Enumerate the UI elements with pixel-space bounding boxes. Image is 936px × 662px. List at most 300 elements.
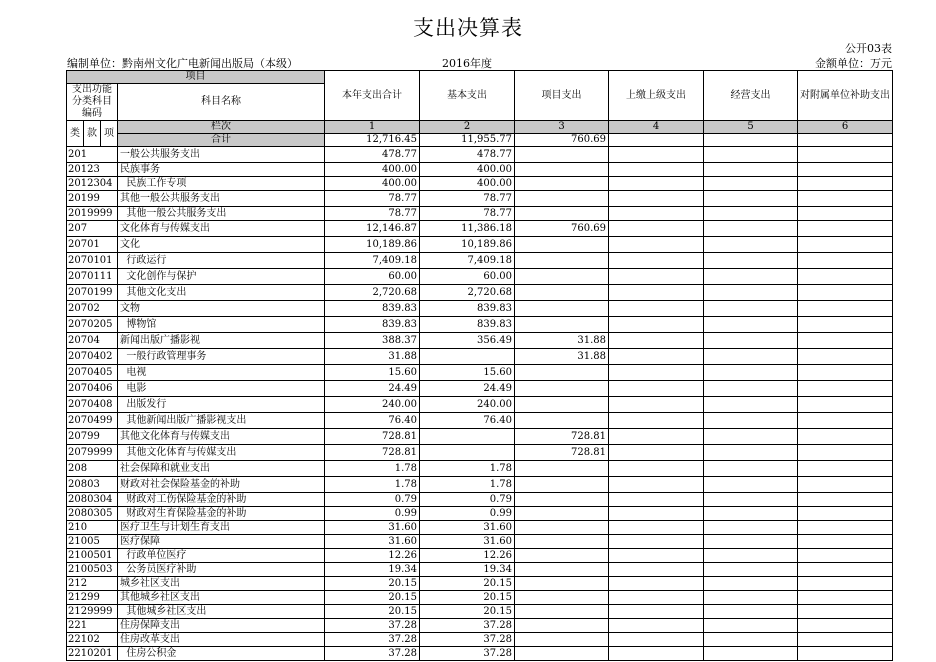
row-project [515,301,609,317]
row-subject-name: 出版发行 [118,397,325,413]
row-subject-name: 其他文化体育与传媒支出 [118,429,325,445]
row-project [515,577,609,591]
row-business [704,207,798,221]
row-total: 728.81 [325,445,420,461]
total-label: 合计 [118,134,325,147]
row-subsidy [798,237,893,253]
row-code: 208 [67,461,118,477]
row-total: 240.00 [325,397,420,413]
row-basic: 478.77 [420,147,515,163]
table-row [67,207,893,221]
row-basic [420,429,515,445]
row-code: 2129999 [67,605,118,619]
row-total: 400.00 [325,177,420,191]
row-subject-name: 住房改革支出 [118,633,325,647]
row-project [515,619,609,633]
row-code: 2100503 [67,563,118,577]
row-basic: 76.40 [420,413,515,429]
row-subject-name: 行政运行 [118,253,325,269]
row-code: 2070408 [67,397,118,413]
row-basic: 37.28 [420,619,515,633]
row-subsidy [798,429,893,445]
row-basic: 7,409.18 [420,253,515,269]
row-total: 15.60 [325,365,420,381]
row-project [515,381,609,397]
row-basic [420,349,515,365]
row-basic: 0.79 [420,493,515,507]
row-basic: 356.49 [420,333,515,349]
row-total: 839.83 [325,317,420,333]
row-upper [609,535,704,549]
row-subject-name: 其他城乡社区支出 [118,605,325,619]
header-col5: 经营支出 [704,71,798,121]
table-row [67,269,893,285]
expenditure-table [66,70,893,661]
row-subject-name: 财政对工伤保险基金的补助 [118,493,325,507]
row-subject-name: 住房保障支出 [118,619,325,633]
row-upper [609,349,704,365]
row-subject-name: 城乡社区支出 [118,577,325,591]
row-subject-name: 文化创作与保护 [118,269,325,285]
row-subject-name: 其他城乡社区支出 [118,591,325,605]
row-total: 76.40 [325,413,420,429]
row-code: 2070402 [67,349,118,365]
header-xiang: 项 [101,121,118,147]
row-basic: 37.28 [420,647,515,661]
row-subject-name: 博物馆 [118,317,325,333]
row-subject-name: 社会保障和就业支出 [118,461,325,477]
row-business [704,445,798,461]
row-subject-name: 医疗卫生与计划生育支出 [118,521,325,535]
row-subsidy [798,445,893,461]
row-code: 2080304 [67,493,118,507]
row-project [515,591,609,605]
row-business [704,535,798,549]
row-subject-name: 一般公共服务支出 [118,147,325,163]
row-code: 21299 [67,591,118,605]
row-project [515,535,609,549]
row-subject-name: 文化体育与传媒支出 [118,221,325,237]
row-subsidy [798,413,893,429]
row-upper [609,237,704,253]
row-upper [609,619,704,633]
row-total: 78.77 [325,191,420,207]
row-basic: 2,720.68 [420,285,515,301]
row-business [704,605,798,619]
row-project [515,605,609,619]
row-project [515,147,609,163]
row-basic: 20.15 [420,591,515,605]
table-row [67,445,893,461]
row-business [704,507,798,521]
row-basic: 20.15 [420,605,515,619]
row-total: 388.37 [325,333,420,349]
row-subject-name: 其他一般公共服务支出 [118,191,325,207]
table-row [67,147,893,163]
row-business [704,413,798,429]
row-upper [609,549,704,563]
row-project [515,477,609,493]
row-subject-name: 其他文化支出 [118,285,325,301]
row-total: 19.34 [325,563,420,577]
row-upper [609,605,704,619]
row-subsidy [798,397,893,413]
row-business [704,191,798,207]
row-total: 31.88 [325,349,420,365]
unit-label: 编制单位：黔南州文化广电新闻出版局（本级） [67,57,298,70]
table-row [67,163,893,177]
table-row [67,221,893,237]
row-total: 0.79 [325,493,420,507]
row-project [515,191,609,207]
row-code: 20704 [67,333,118,349]
row-basic: 12.26 [420,549,515,563]
row-project: 31.88 [515,349,609,365]
row-business [704,317,798,333]
header-xiangmu: 项目 [67,71,325,84]
row-project [515,397,609,413]
row-subsidy [798,521,893,535]
col-num-5: 5 [704,121,798,134]
row-business [704,365,798,381]
row-project [515,647,609,661]
row-total: 839.83 [325,301,420,317]
row-total: 1.78 [325,477,420,493]
row-subsidy [798,301,893,317]
table-row [67,237,893,253]
page-title: 支出决算表 [413,16,523,40]
row-project [515,633,609,647]
row-business [704,147,798,163]
row-upper [609,397,704,413]
row-subject-name: 新闻出版广播影视 [118,333,325,349]
row-code: 2070101 [67,253,118,269]
table-row [67,349,893,365]
row-subsidy [798,381,893,397]
table-row [67,477,893,493]
total-upper [609,134,704,147]
row-subsidy [798,365,893,381]
row-code: 20123 [67,163,118,177]
row-code: 221 [67,619,118,633]
table-row [67,301,893,317]
row-subsidy [798,563,893,577]
table-row [67,365,893,381]
row-code: 20199 [67,191,118,207]
row-basic: 24.49 [420,381,515,397]
row-basic [420,445,515,461]
table-row [67,605,893,619]
row-project [515,507,609,521]
row-project [515,285,609,301]
row-subsidy [798,633,893,647]
row-upper [609,191,704,207]
row-project [515,269,609,285]
row-basic: 10,189.86 [420,237,515,253]
row-subsidy [798,477,893,493]
row-subject-name: 文化 [118,237,325,253]
table-row [67,253,893,269]
table-row [67,397,893,413]
table-row [67,535,893,549]
row-subsidy [798,507,893,521]
row-total: 20.15 [325,577,420,591]
row-upper [609,445,704,461]
table-row [67,493,893,507]
row-code: 2070499 [67,413,118,429]
table-row [67,285,893,301]
row-total: 0.99 [325,507,420,521]
row-project: 31.88 [515,333,609,349]
row-code: 2100501 [67,549,118,563]
row-project [515,317,609,333]
row-subject-name: 民族事务 [118,163,325,177]
table-row [67,549,893,563]
row-subsidy [798,163,893,177]
row-subject-name: 电视 [118,365,325,381]
row-code: 20701 [67,237,118,253]
row-subsidy [798,605,893,619]
row-subject-name: 电影 [118,381,325,397]
row-subsidy [798,191,893,207]
row-code: 2070405 [67,365,118,381]
row-subsidy [798,207,893,221]
row-upper [609,591,704,605]
row-subsidy [798,647,893,661]
row-subsidy [798,147,893,163]
year-label: 2016年度 [442,57,492,70]
row-basic: 0.99 [420,507,515,521]
row-business [704,253,798,269]
row-upper [609,429,704,445]
row-basic: 15.60 [420,365,515,381]
row-upper [609,333,704,349]
row-basic: 19.34 [420,563,515,577]
row-upper [609,563,704,577]
table-row [67,647,893,661]
header-col4: 上缴上级支出 [609,71,704,121]
row-basic: 400.00 [420,163,515,177]
row-total: 37.28 [325,647,420,661]
row-basic: 78.77 [420,207,515,221]
row-subject-name: 其他一般公共服务支出 [118,207,325,221]
row-subject-name: 民族工作专项 [118,177,325,191]
table-row [67,577,893,591]
row-upper [609,285,704,301]
row-basic: 78.77 [420,191,515,207]
row-subsidy [798,461,893,477]
row-business [704,521,798,535]
row-business [704,493,798,507]
table-row [67,317,893,333]
row-subject-name: 其他新闻出版广播影视支出 [118,413,325,429]
row-basic: 240.00 [420,397,515,413]
row-subject-name: 医疗保障 [118,535,325,549]
row-upper [609,365,704,381]
row-project [515,413,609,429]
header-subject-name: 科目名称 [118,84,325,121]
row-subject-name: 文物 [118,301,325,317]
col-num-3: 3 [515,121,609,134]
row-upper [609,507,704,521]
row-code: 22102 [67,633,118,647]
row-total: 12.26 [325,549,420,563]
row-upper [609,221,704,237]
row-project [515,493,609,507]
table-row [67,333,893,349]
table-row [67,429,893,445]
row-upper [609,253,704,269]
table-row [67,191,893,207]
row-business [704,577,798,591]
row-business [704,591,798,605]
row-business [704,549,798,563]
row-upper [609,647,704,661]
row-upper [609,207,704,221]
table-row [67,381,893,397]
row-project: 728.81 [515,445,609,461]
row-upper [609,301,704,317]
header-col3: 项目支出 [515,71,609,121]
row-basic: 1.78 [420,461,515,477]
row-business [704,285,798,301]
table-row [67,633,893,647]
row-code: 20702 [67,301,118,317]
row-upper [609,477,704,493]
form-code: 公开03表 [845,42,892,55]
table-row [67,619,893,633]
row-total: 20.15 [325,605,420,619]
row-subject-name: 公务员医疗补助 [118,563,325,577]
total-subsidy [798,134,893,147]
row-code: 212 [67,577,118,591]
row-subject-name: 财政对生育保险基金的补助 [118,507,325,521]
row-total: 2,720.68 [325,285,420,301]
header-col6: 对附属单位补助支出 [798,71,893,121]
header-lei: 类 [67,121,84,147]
row-business [704,333,798,349]
row-total: 728.81 [325,429,420,445]
row-upper [609,633,704,647]
row-total: 1.78 [325,461,420,477]
row-subject-name: 其他文化体育与传媒支出 [118,445,325,461]
row-code: 210 [67,521,118,535]
row-upper [609,381,704,397]
row-project [515,163,609,177]
row-project: 760.69 [515,221,609,237]
header-col1: 本年支出合计 [325,71,420,121]
row-subject-name: 一般行政管理事务 [118,349,325,365]
row-code: 2210201 [67,647,118,661]
row-upper [609,163,704,177]
row-code: 2080305 [67,507,118,521]
row-code: 20799 [67,429,118,445]
row-code: 2012304 [67,177,118,191]
row-total: 78.77 [325,207,420,221]
row-project [515,563,609,577]
total-project: 760.69 [515,134,609,147]
row-total: 478.77 [325,147,420,163]
row-subsidy [798,349,893,365]
col-num-2: 2 [420,121,515,134]
row-basic: 37.28 [420,633,515,647]
row-project [515,365,609,381]
row-upper [609,577,704,591]
row-code: 2070199 [67,285,118,301]
row-code: 2070111 [67,269,118,285]
table-row [67,591,893,605]
col-num-6: 6 [798,121,893,134]
row-basic: 839.83 [420,317,515,333]
table-row [67,563,893,577]
row-total: 31.60 [325,535,420,549]
total-business [704,134,798,147]
row-business [704,563,798,577]
row-subsidy [798,493,893,507]
row-project [515,549,609,563]
row-subsidy [798,591,893,605]
row-subsidy [798,221,893,237]
row-project: 728.81 [515,429,609,445]
row-business [704,381,798,397]
row-subject-name: 财政对社会保险基金的补助 [118,477,325,493]
table-row [67,177,893,191]
row-subsidy [798,577,893,591]
total-sum: 12,716.45 [325,134,420,147]
row-upper [609,317,704,333]
header-func-class: 支出功能分类科目编码 [67,84,118,121]
row-total: 60.00 [325,269,420,285]
table-row [67,521,893,535]
row-subsidy [798,535,893,549]
row-basic: 20.15 [420,577,515,591]
col-num-4: 4 [609,121,704,134]
row-subsidy [798,269,893,285]
row-subsidy [798,317,893,333]
row-upper [609,147,704,163]
row-business [704,429,798,445]
row-upper [609,413,704,429]
row-project [515,237,609,253]
row-upper [609,521,704,535]
row-total: 7,409.18 [325,253,420,269]
row-business [704,461,798,477]
row-business [704,477,798,493]
row-basic: 400.00 [420,177,515,191]
header-kuan: 款 [84,121,101,147]
row-project [515,253,609,269]
row-code: 21005 [67,535,118,549]
row-code: 207 [67,221,118,237]
row-basic: 839.83 [420,301,515,317]
row-subsidy [798,333,893,349]
row-total: 20.15 [325,591,420,605]
row-basic: 11,386.18 [420,221,515,237]
row-code: 2070406 [67,381,118,397]
row-subsidy [798,619,893,633]
row-total: 37.28 [325,633,420,647]
row-project [515,521,609,535]
row-subsidy [798,285,893,301]
row-code: 2019999 [67,207,118,221]
row-basic: 1.78 [420,477,515,493]
row-subject-name: 行政单位医疗 [118,549,325,563]
row-project [515,177,609,191]
row-business [704,269,798,285]
row-basic: 60.00 [420,269,515,285]
row-total: 10,189.86 [325,237,420,253]
row-upper [609,493,704,507]
